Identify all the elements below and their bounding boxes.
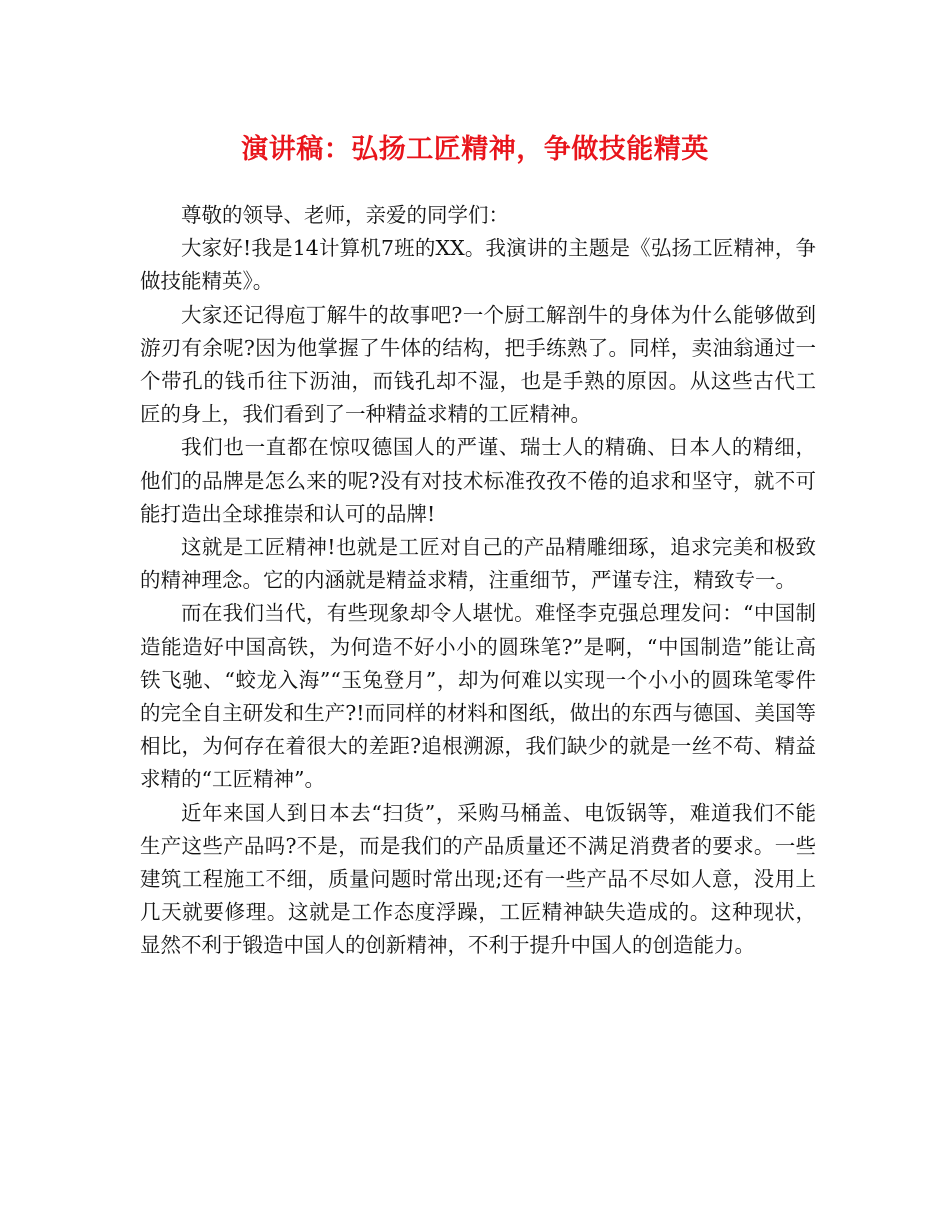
paragraph-shopping-japan: 近年来国人到日本去“扫货”，采购马桶盖、电饭锅等，难道我们不能生产这些产品吗?不是，而是我们的产品质量还不满足消费者的要求。一些建筑工程施工不细，质量问题时常出现;还有一些产品不尽如人意，没用上几天就要修理。这就是工作态度浮躁，工匠精神缺失造成的。这种现状，显然不利于锻造中国人的创新精神，不利于提升中国人的创造能力。 [140,800,816,958]
paragraph-paoding: 大家还记得庖丁解牛的故事吧?一个厨工解剖牛的身体为什么能够做到游刃有余呢?因为他掌握了牛体的结构，把手练熟了。同样，卖油翁通过一个带孔的钱币往下沥油，而钱孔却不湿，也是手熟的原因。从这些古代工匠的身上，我们看到了一种精益求精的工匠精神。 [140,302,816,427]
paragraph-ballpoint-pen: 而在我们当代，有些现象却令人堪忧。难怪李克强总理发问：“中国制造能造好中国高铁，为何造不好小小的圆珠笔?”是啊，“中国制造”能让高铁飞驰、“蛟龙入海”“玉兔登月”，却为何难以实现一个小小的圆珠笔零件的完全自主研发和生产?!而同样的材料和图纸，做出的东西与德国、美国等相比，为何存在着很大的差距?追根溯源，我们缺少的就是一丝不苟、精益求精的“工匠精神”。 [140,601,816,792]
paragraph-salutation: 尊敬的领导、老师，亲爱的同学们： [181,203,509,227]
paragraph-greeting: 大家好!我是14计算机7班的XX。我演讲的主题是《弘扬工匠精神，争做技能精英》。 [140,236,816,294]
paragraph-craftsman-spirit: 这就是工匠精神!也就是工匠对自己的产品精雕细琢，追求完美和极致的精神理念。它的内涵就是精益求精，注重细节，严谨专注，精致专一。 [140,535,816,593]
document-body [140,199,816,963]
paragraph-foreign-brands: 我们也一直都在惊叹德国人的严谨、瑞士人的精确、日本人的精细，他们的品牌是怎么来的呢?没有对技术标准孜孜不倦的追求和坚守，就不可能打造出全球推崇和认可的品牌! [140,435,816,526]
document-title: 演讲稿：弘扬工匠精神，争做技能精英 [241,134,709,165]
